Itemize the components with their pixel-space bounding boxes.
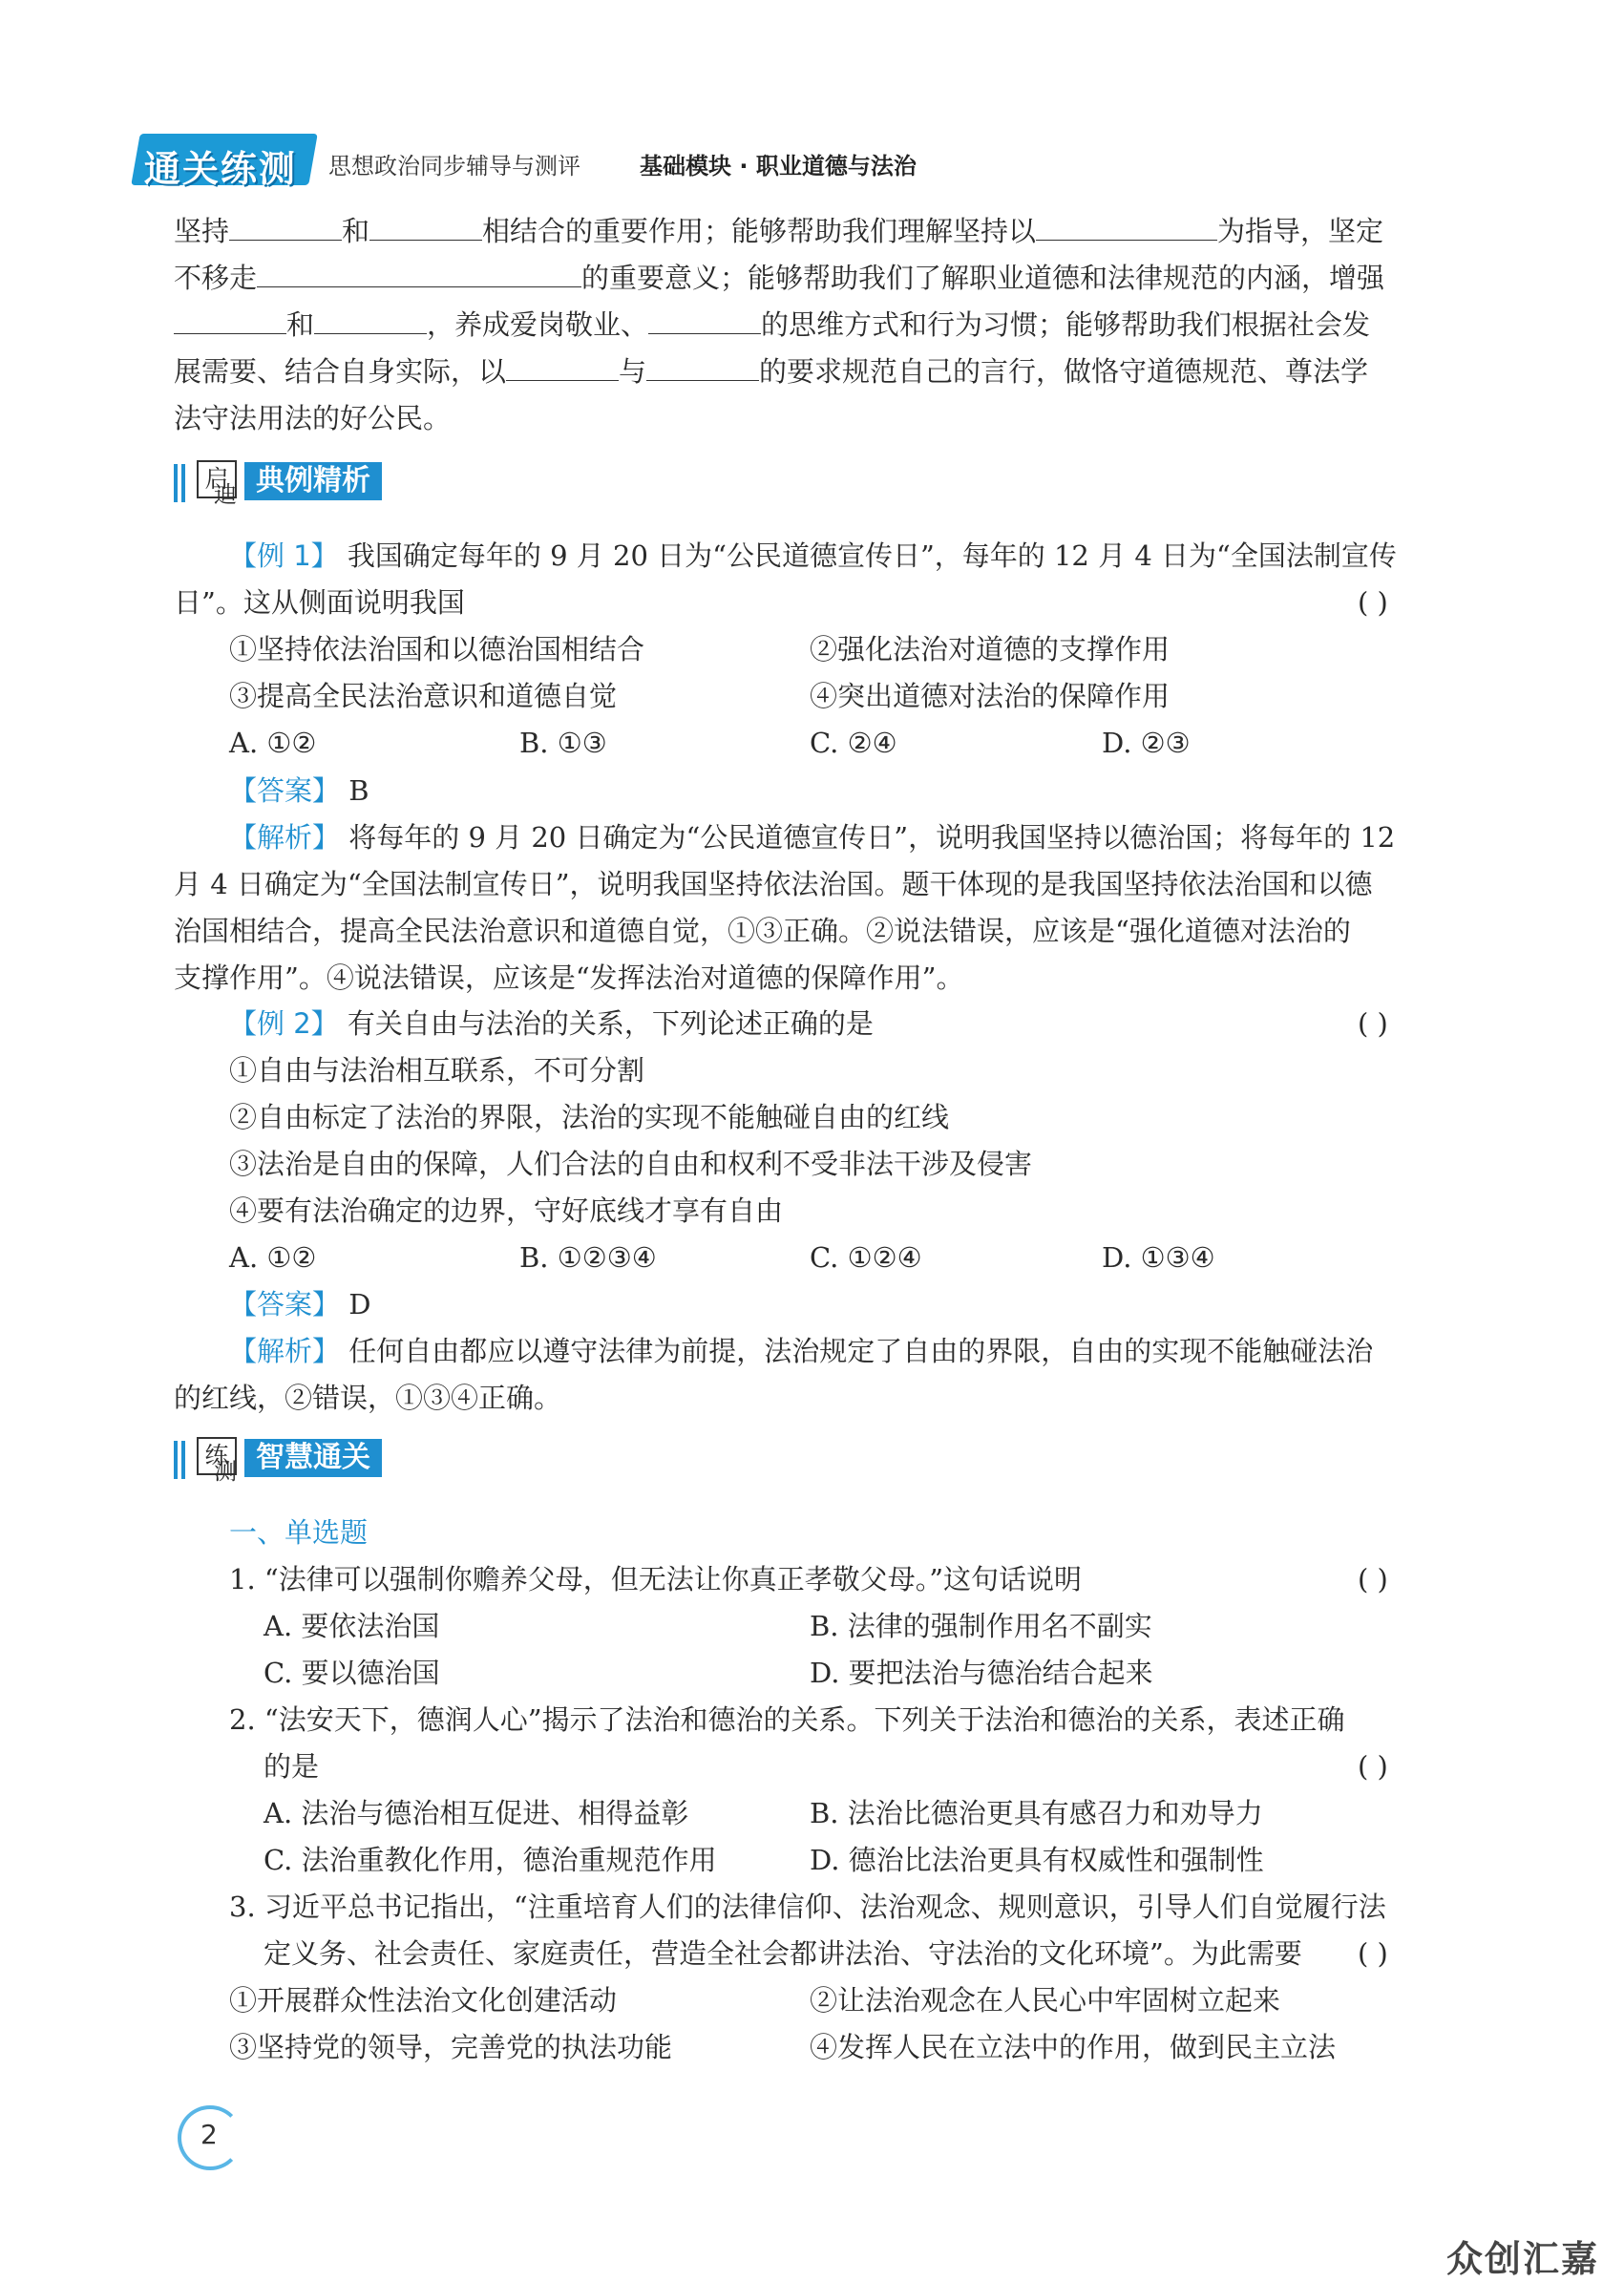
choice-c: C. 要以德治国 — [264, 1657, 440, 1689]
answer-parentheses: ( ) — [1358, 1750, 1388, 1783]
banner-sub-char: 测 — [214, 1458, 237, 1485]
explanation-text: 治国相结合，提高全民法治意识和道德自觉，①③正确。②说法错误，应该是“强化道德对法治的 — [174, 915, 1351, 947]
fill-blank — [257, 262, 581, 287]
banner-box-char: 练 — [197, 1437, 237, 1475]
example-label: 【例 2】 — [229, 1007, 339, 1040]
answer-line — [229, 771, 369, 810]
intro-text: 的要求规范自己的言行，做恪守道德规范、尊法学 — [759, 355, 1369, 388]
intro-text: 不移走 — [174, 262, 258, 294]
intro-text: 和 — [286, 308, 315, 341]
intro-line-4 — [174, 352, 1368, 391]
intro-line-1 — [174, 212, 1383, 250]
intro-text: 和 — [342, 215, 370, 247]
explanation-text: 月 4 日确定为“全国法制宣传日”，说明我国坚持依法治国。题干体现的是我国坚持依法治国和以德 — [174, 868, 1373, 900]
fill-blank — [646, 355, 759, 381]
fill-blank — [314, 308, 427, 334]
statement-option: ②强化法治对道德的支撑作用 — [810, 633, 1171, 666]
module-title: 基础模块 · 职业道德与法治 — [640, 153, 917, 180]
choice-a: A. ①② — [229, 1241, 317, 1274]
choice-d: D. ①③④ — [1102, 1241, 1215, 1274]
intro-text: 展需要、结合自身实际，以 — [174, 355, 507, 388]
choice-b: B. ①②③④ — [519, 1241, 657, 1274]
choice-a: A. 要依法治国 — [264, 1610, 440, 1642]
intro-text: 坚持 — [174, 215, 230, 247]
explanation-text: 将每年的 9 月 20 日确定为“公民道德宣传日”，说明我国坚持以德治国；将每年的 12 — [348, 821, 1396, 854]
answer-parentheses: ( ) — [1358, 1563, 1388, 1595]
choice-a: A. 法治与德治相互促进、相得益彰 — [264, 1797, 689, 1829]
statement-option: ②自由标定了法治的界限，法治的实现不能触碰自由的红线 — [229, 1101, 950, 1133]
intro-line-5: 法守法用法的好公民。 — [174, 402, 452, 434]
intro-text: ，养成爱岗敬业、 — [427, 308, 649, 341]
answer-parentheses: ( ) — [1358, 1937, 1388, 1970]
choice-d: D. 德治比法治更具有权威性和强制性 — [810, 1844, 1264, 1876]
example-1-stem — [229, 537, 1397, 575]
choice-b: B. 法治比德治更具有感召力和劝导力 — [810, 1797, 1263, 1829]
question-3-stem-2: 定义务、社会责任、家庭责任，营造全社会都讲法治、守法治的文化环境”。为此需要 — [264, 1937, 1302, 1970]
explanation-text: 的红线，②错误，①③④正确。 — [174, 1382, 562, 1414]
choice-b: B. 法律的强制作用名不副实 — [810, 1610, 1152, 1642]
fill-blank — [648, 308, 761, 334]
choice-d: D. ②③ — [1102, 727, 1191, 759]
statement-option: ①坚持依法治国和以德治国相结合 — [229, 633, 645, 666]
fill-blank — [506, 355, 619, 381]
question-3-stem: 3. 习近平总书记指出，“注重培育人们的法律信仰、法治观念、规则意识，引导人们自觉履行法 — [229, 1891, 1386, 1923]
statement-option: ②让法治观念在人民心中牢固树立起来 — [810, 1984, 1281, 2017]
page-number: 2 — [200, 2119, 218, 2150]
explanation-text: 支撑作用”。④说法错误，应该是“发挥法治对道德的保障作用”。 — [174, 961, 964, 994]
question-2-stem-2: 的是 — [264, 1750, 320, 1783]
page-header — [136, 130, 917, 190]
choice-c: C. ①②④ — [810, 1241, 922, 1274]
fill-blank — [369, 215, 482, 241]
statement-option: ④突出道德对法治的保障作用 — [810, 680, 1171, 712]
explanation-label: 【解析】 — [229, 1335, 341, 1367]
intro-line-3 — [174, 306, 1370, 344]
example-label: 【例 1】 — [229, 539, 339, 572]
banner-bars — [174, 464, 187, 502]
explanation-text: 任何自由都应以遵守法律为前提，法治规定了自由的界限，自由的实现不能触碰法治 — [348, 1335, 1374, 1367]
answer-parentheses: ( ) — [1358, 586, 1388, 619]
choice-b: B. ①③ — [519, 727, 607, 759]
example-1-stem-2: 日”。这从侧面说明我国 — [174, 586, 465, 619]
answer-value: B — [348, 774, 369, 807]
statement-option: ①开展群众性法治文化创建活动 — [229, 1984, 618, 2017]
explanation-label: 【解析】 — [229, 821, 341, 854]
statement-option: ④发挥人民在立法中的作用，做到民主立法 — [810, 2031, 1337, 2063]
book-subtitle: 思想政治同步辅导与测评 — [328, 153, 580, 180]
answer-label: 【答案】 — [229, 1288, 341, 1321]
answer-line — [229, 1285, 371, 1323]
banner-box-char: 启 — [197, 460, 237, 498]
intro-text: 的重要意义；能够帮助我们了解职业道德和法律规范的内涵，增强 — [581, 262, 1385, 294]
question-2-stem: 2. “法安天下，德润人心”揭示了法治和德治的关系。下列关于法治和德治的关系，表述正确 — [229, 1703, 1345, 1736]
answer-parentheses: ( ) — [1358, 1007, 1388, 1040]
answer-value: D — [348, 1288, 371, 1321]
intro-line-2 — [174, 259, 1384, 297]
answer-label: 【答案】 — [229, 774, 341, 807]
statement-option: ③坚持党的领导，完善党的执法功能 — [229, 2031, 673, 2063]
watermark: 众创汇嘉 — [1446, 2238, 1600, 2280]
explanation-line — [229, 818, 1395, 856]
intro-text: 相结合的重要作用；能够帮助我们理解坚持以 — [482, 215, 1037, 247]
choice-c: C. 法治重教化作用，德治重规范作用 — [264, 1844, 717, 1876]
practice-heading: 一、单选题 — [229, 1516, 369, 1549]
series-logo-text: 通关练测 — [143, 148, 297, 190]
explanation-line — [229, 1332, 1373, 1370]
intro-text: 为指导，坚定 — [1217, 215, 1384, 247]
statement-option: ④要有法治确定的边界，守好底线才享有自由 — [229, 1194, 784, 1227]
question-text: 有关自由与法治的关系，下列论述正确的是 — [347, 1007, 874, 1040]
example-2-stem — [229, 1004, 874, 1043]
banner-bars — [174, 1441, 187, 1479]
fill-blank — [174, 308, 286, 334]
choice-d: D. 要把法治与德治结合起来 — [810, 1657, 1153, 1689]
choice-c: C. ②④ — [810, 727, 897, 759]
choice-a: A. ①② — [229, 727, 317, 759]
intro-text: 与 — [619, 355, 647, 388]
question-text: 我国确定每年的 9 月 20 日为“公民道德宣传日”，每年的 12 月 4 日为“全国法制宣传 — [347, 539, 1397, 572]
banner-sub-char: 迪 — [214, 481, 237, 508]
series-logo — [131, 134, 318, 190]
fill-blank — [229, 215, 342, 241]
fill-blank — [1036, 215, 1217, 241]
statement-option: ①自由与法治相互联系，不可分割 — [229, 1054, 645, 1087]
statement-option: ③提高全民法治意识和道德自觉 — [229, 680, 618, 712]
page-number-badge — [178, 2105, 241, 2168]
section-title: 智慧通关 — [244, 1439, 382, 1477]
section-title: 典例精析 — [244, 462, 382, 500]
question-1-stem: 1. “法律可以强制你赡养父母，但无法让你真正孝敬父母。”这句话说明 — [229, 1563, 1083, 1595]
intro-text: 的思维方式和行为习惯；能够帮助我们根据社会发 — [761, 308, 1371, 341]
statement-option: ③法治是自由的保障，人们合法的自由和权利不受非法干涉及侵害 — [229, 1148, 1033, 1180]
